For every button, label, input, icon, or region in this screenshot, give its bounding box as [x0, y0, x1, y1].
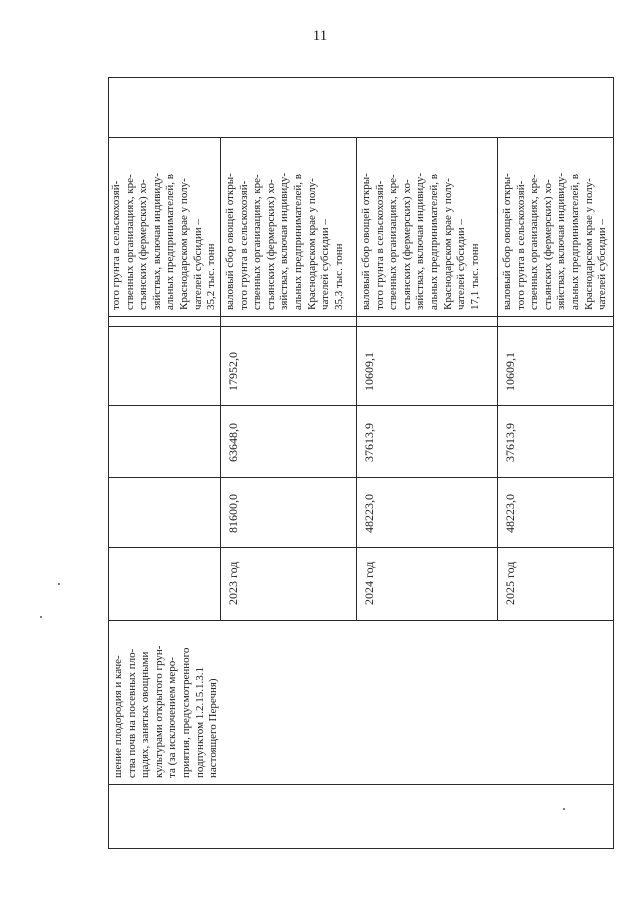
result-line: альных предпринимателей, в [568, 174, 581, 310]
result-line: альных предпринимателей, в [291, 174, 304, 310]
result-line: чателей субсидии – [455, 219, 468, 310]
row-separator-3 [497, 137, 498, 620]
value3-cell: 10609,1 [362, 352, 376, 391]
year-cell: 2024 год [362, 561, 376, 605]
row-separator-1 [220, 137, 221, 620]
result-cell [224, 173, 346, 310]
separator-description-column [108, 784, 614, 785]
result-line: того грунта в сельскохозяй- [237, 180, 250, 310]
value3-cell: 17952,0 [226, 352, 240, 391]
result-line: зяйствах, включая индивиду- [414, 172, 427, 310]
table-border-top [108, 77, 614, 78]
result-line: того грунта в сельскохозяй- [373, 180, 386, 310]
result-line: стьянских (фермерских) хо- [264, 179, 277, 310]
result-line: чателей субсидии – [191, 219, 204, 310]
result-line: чателей субсидии – [596, 219, 609, 310]
year-cell: 2023 год [226, 561, 240, 605]
row-separator-2 [356, 137, 357, 620]
value2-cell: 37613,9 [503, 423, 517, 462]
result-line: Краснодарском крае у полу- [305, 178, 318, 310]
value2-cell: 63648,0 [226, 423, 240, 462]
result-line: чателей субсидии – [319, 219, 332, 310]
description-line: подпунктом 1.2.15.1.3.1 [193, 666, 206, 778]
result-line: зяйствах, включая индивиду- [555, 172, 568, 310]
table-border-right [613, 77, 614, 849]
description-line: ства почв на посевных пло- [125, 648, 138, 778]
result-line: Краснодарском крае у полу- [177, 178, 190, 310]
separator-small-column [108, 326, 614, 327]
description-cell [112, 646, 221, 778]
table-border-bottom [108, 848, 614, 849]
result-line: стьянских (фермерских) хо- [541, 179, 554, 310]
result-line: ственных организациях, кре- [528, 174, 541, 310]
result-line: 35,2 тыс. тонн [205, 243, 218, 310]
year-cell: 2025 год [503, 561, 517, 605]
result-line: зяйствах, включая индивиду- [278, 172, 291, 310]
result-line: стьянских (фермерских) хо- [400, 179, 413, 310]
separator-year-column [108, 620, 614, 621]
separator-total-column [108, 547, 614, 548]
result-line: валовый сбор овощей откры- [224, 173, 236, 310]
description-line: настоящего Перечня) [207, 678, 220, 778]
result-line: 35,3 тыс. тонн [332, 243, 345, 310]
result-line: ственных организациях, кре- [123, 174, 136, 310]
description-line: та (за исключением меро- [166, 657, 179, 778]
separator-value3-column [108, 405, 614, 406]
scan-speck [563, 808, 565, 810]
result-cell [501, 173, 610, 310]
description-line: щадях, занятых овощными [139, 651, 152, 778]
result-line: валовый сбор овощей откры- [501, 173, 513, 310]
result-line: зяйствах, включая индивиду- [150, 172, 163, 310]
total-cell: 81600,0 [226, 494, 240, 533]
result-line: того грунта в сельскохозяй- [110, 180, 122, 310]
result-line: стьянских (фермерских) хо- [137, 179, 150, 310]
result-line: ственных организациях, кре- [251, 174, 264, 310]
scan-speck [40, 616, 42, 618]
total-cell: 48223,0 [362, 494, 376, 533]
result-line: Краснодарском крае у полу- [441, 178, 454, 310]
scan-speck [58, 583, 60, 585]
description-line: культурами открытого грун- [152, 645, 165, 778]
separator-value2-column [108, 477, 614, 478]
description-line: приятия, предусмотренного [179, 647, 192, 778]
result-line: ственных организациях, кре- [387, 174, 400, 310]
result-line: альных предпринимателей, в [427, 174, 440, 310]
result-line: альных предпринимателей, в [164, 174, 177, 310]
total-cell: 48223,0 [503, 494, 517, 533]
result-line: 17,1 тыс. тонн [468, 243, 481, 310]
separator-top-band [108, 137, 614, 138]
description-line: шение плодородия и каче- [112, 655, 124, 778]
result-line: валовый сбор овощей откры- [360, 173, 372, 310]
result-line: того грунта в сельскохозяй- [514, 180, 527, 310]
value2-cell: 37613,9 [362, 423, 376, 462]
result-cell-continued [110, 173, 219, 310]
result-line: Краснодарском крае у полу- [582, 178, 595, 310]
table-border-left [108, 77, 109, 849]
separator-result-column [108, 316, 614, 317]
result-cell [360, 173, 482, 310]
value3-cell: 10609,1 [503, 352, 517, 391]
page-number: 11 [312, 28, 328, 44]
